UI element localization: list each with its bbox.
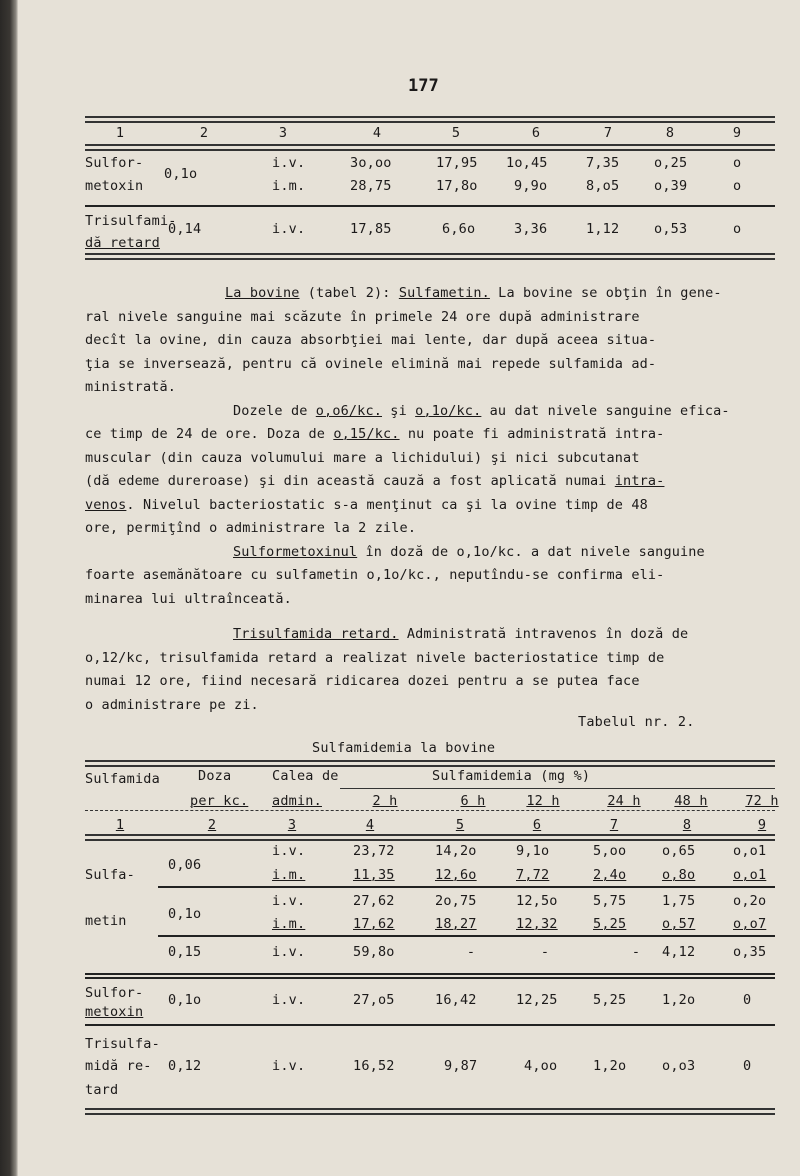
value-cell: 5,25	[593, 916, 627, 932]
table-title: Sulfamidemia la bovine	[312, 740, 496, 756]
value-cell: o,39	[654, 178, 688, 194]
value-cell: 1,2o	[662, 992, 696, 1008]
value-cell: 4,oo	[524, 1058, 558, 1074]
value-cell: o,25	[654, 155, 688, 171]
value-cell: 1,75	[662, 893, 696, 909]
text: au dat nivele sanguine efica-	[481, 402, 730, 419]
text: Dozele de	[233, 402, 316, 419]
dose: 0,14	[168, 221, 202, 237]
value-cell: 7,35	[586, 155, 620, 171]
text: muscular (din cauza volumului mare a lichidului) şi nici subcutanat	[85, 449, 640, 466]
text: numai 12 ore, fiind necesară ridicarea dozei pentru a se putea face	[85, 673, 640, 689]
paragraph-sulformetoxin	[85, 541, 775, 612]
drug-name: Trisulfami-	[85, 213, 177, 229]
value-cell: -	[631, 944, 641, 960]
drug-name: dă retard	[85, 235, 160, 251]
header-sulfamida: Sulfamida	[85, 771, 160, 787]
route: i.v.	[272, 843, 306, 859]
text: ral nivele sanguine mai scăzute în primele 24 ore după administrare	[85, 308, 640, 325]
value-cell: o,65	[662, 843, 696, 859]
table1-row-rule	[85, 205, 775, 207]
value-cell: o	[733, 178, 742, 194]
header-calea: admin.	[272, 793, 322, 809]
drug-heading: Sulfametin.	[398, 285, 490, 301]
paragraph-trisulfamida	[85, 623, 775, 717]
value-cell: 3,36	[514, 221, 548, 237]
value-cell: -	[466, 944, 476, 960]
value-cell: 6,6o	[442, 221, 476, 237]
value-cell: 23,72	[353, 843, 395, 859]
route: i.v.	[272, 221, 306, 237]
table1-header-rule	[85, 144, 775, 151]
drug-name: Sulfor-	[85, 985, 144, 1001]
value-cell: o,o1	[733, 843, 767, 859]
value-cell: o,o1	[733, 867, 767, 883]
drug-name: midă re-	[85, 1058, 152, 1074]
value-cell: -	[540, 944, 550, 960]
route: i.v.	[272, 992, 306, 1008]
route: i.v.	[272, 944, 306, 960]
value-cell: 12,6o	[435, 867, 477, 883]
dose: 0,1o	[168, 992, 202, 1008]
row-rule	[158, 886, 775, 888]
value-cell: 0	[743, 992, 752, 1008]
value-cell: 27,62	[353, 893, 395, 909]
header-calea: Calea de	[272, 768, 339, 784]
table2-colnum: 9	[757, 817, 767, 833]
value-cell: 8,o5	[586, 178, 620, 194]
body-text	[85, 282, 775, 717]
table1-colnum: 8	[665, 125, 675, 141]
text: ţia se inversează, pentru că ovinele elimină mai repede sulfamida ad-	[85, 355, 657, 372]
value-cell: 3o,oo	[350, 155, 392, 171]
value-cell: 5,oo	[593, 843, 627, 859]
header-dash-rule	[85, 810, 775, 811]
value-cell: o,2o	[733, 893, 767, 909]
section-heading: La bovine	[225, 285, 300, 301]
value-cell: 14,2o	[435, 843, 477, 859]
book-binding-edge	[0, 0, 18, 1176]
text: în doză de o,1o/kc. a dat nivele sanguine	[357, 543, 705, 560]
text: decît la ovine, din cauza absorbţiei mai lente, dar după aceea situa-	[85, 332, 657, 348]
value-cell: 17,62	[353, 916, 395, 932]
dose-ref: o,1o/kc.	[415, 402, 482, 419]
value-cell: 9,9o	[514, 178, 548, 194]
table1-colnum: 3	[278, 125, 288, 141]
value-cell: o,57	[662, 916, 696, 932]
value-cell: o	[733, 221, 742, 237]
table2-colnum: 1	[115, 817, 125, 833]
value-cell: 12,25	[516, 992, 558, 1008]
value-cell: 18,27	[435, 916, 477, 932]
text: ministrată.	[85, 379, 177, 395]
text: şi	[382, 402, 416, 419]
dose: 0,12	[168, 1058, 202, 1074]
table1-colnum: 6	[531, 125, 541, 141]
drug-name: metin	[85, 913, 127, 929]
value-cell: o,o7	[733, 916, 767, 932]
value-cell: 9,1o	[516, 843, 550, 859]
table2-top-rule	[85, 760, 775, 767]
value-cell: 1,2o	[593, 1058, 627, 1074]
header-subrule	[340, 788, 775, 789]
value-cell: 11,35	[353, 867, 395, 883]
row-rule	[85, 977, 775, 979]
table2-colnum: 2	[207, 817, 217, 833]
table2-colnum: 8	[682, 817, 692, 833]
header-time: 6 h	[460, 793, 486, 809]
value-cell: 17,8o	[436, 178, 478, 194]
value-cell: 28,75	[350, 178, 392, 194]
header-time: 72 h	[745, 793, 779, 809]
page-number: 177	[408, 76, 439, 96]
text: minarea lui ultraînceată.	[85, 590, 292, 607]
text: intra-	[614, 473, 665, 489]
header-time: 24 h	[607, 793, 641, 809]
text: nu poate fi administrată intra-	[399, 426, 665, 442]
drug-name: Trisulfa-	[85, 1036, 160, 1052]
text: ce timp de 24 de ore. Doza de	[85, 426, 334, 442]
text: o,12/kc, trisulfamida retard a realizat nivele bacteriostatice timp de	[85, 649, 665, 666]
drug-name: Sulfa-	[85, 867, 135, 883]
value-cell: 4,12	[662, 944, 696, 960]
value-cell: 1o,45	[506, 155, 548, 171]
row-rule	[158, 935, 775, 937]
value-cell: 59,8o	[353, 944, 395, 960]
drug-name: metoxin	[85, 1004, 144, 1020]
row-rule	[85, 973, 775, 975]
header-doza: per kc.	[190, 793, 249, 809]
value-cell: 9,87	[444, 1058, 478, 1074]
text: . Nivelul bacteriostatic s-a menţinut ca şi la ovine timp de 48	[126, 496, 648, 513]
table2-colnum: 5	[455, 817, 465, 833]
table1-top-rule	[85, 116, 775, 123]
dose: 0,1o	[164, 166, 198, 182]
value-cell: o,35	[733, 944, 767, 960]
value-cell: 1,12	[586, 221, 620, 237]
drug-heading: Sulformetoxinul	[233, 543, 358, 560]
value-cell: 0	[743, 1058, 752, 1074]
text: foarte asemănătoare cu sulfametin o,1o/kc., neputîndu-se confirma eli-	[85, 567, 665, 583]
table2-header-rule	[85, 834, 775, 841]
text: (tabel 2):	[299, 285, 399, 301]
route: i.v.	[272, 893, 306, 909]
value-cell: 5,75	[593, 893, 627, 909]
value-cell: 12,5o	[516, 893, 558, 909]
value-cell: 12,32	[516, 916, 558, 932]
value-cell: 5,25	[593, 992, 627, 1008]
text: (dă edeme dureroase) şi din această cauză a fost aplicată numai	[85, 473, 615, 489]
table2-bottom-rule	[85, 1108, 775, 1115]
drug-heading: Trisulfamida retard.	[233, 626, 399, 642]
header-time: 2 h	[372, 793, 398, 809]
route: i.v.	[272, 155, 306, 171]
header-doza: Doza	[198, 768, 232, 784]
value-cell: 17,85	[350, 221, 392, 237]
route: i.m.	[272, 916, 306, 932]
table2-colnum: 4	[365, 817, 375, 833]
route: i.m.	[272, 178, 306, 194]
table-caption: Tabelul nr. 2.	[578, 714, 695, 730]
value-cell: 7,72	[516, 867, 550, 883]
text: La bovine se obţin în gene-	[489, 285, 722, 301]
row-rule	[85, 1024, 775, 1026]
table1-colnum: 5	[451, 125, 461, 141]
text: o administrare pe zi.	[85, 696, 259, 713]
text: venos	[85, 496, 127, 513]
value-cell: o,o3	[662, 1058, 696, 1074]
header-sulfamidemia: Sulfamidemia (mg %)	[432, 768, 591, 784]
header-time: 48 h	[674, 793, 708, 809]
dose: 0,06	[168, 857, 202, 873]
value-cell: 27,o5	[353, 992, 395, 1008]
route: i.m.	[272, 867, 306, 883]
value-cell: 16,42	[435, 992, 477, 1008]
table1-colnum: 1	[115, 125, 125, 141]
table2-colnum: 3	[287, 817, 297, 833]
value-cell: 2o,75	[435, 893, 477, 909]
table1-colnum: 2	[199, 125, 209, 141]
document-page	[40, 0, 780, 1176]
paragraph-doses	[85, 400, 775, 541]
value-cell: o,8o	[662, 867, 696, 883]
table1-colnum: 7	[603, 125, 613, 141]
table1-colnum: 4	[372, 125, 382, 141]
drug-name: tard	[85, 1082, 119, 1098]
dose: 0,15	[168, 944, 202, 960]
table2-colnum: 6	[532, 817, 542, 833]
drug-name: Sulfor-	[85, 155, 144, 171]
value-cell: 17,95	[436, 155, 478, 171]
dose: 0,1o	[168, 906, 202, 922]
table1-colnum: 9	[732, 125, 742, 141]
value-cell: o	[733, 155, 742, 171]
value-cell: o,53	[654, 221, 688, 237]
route: i.v.	[272, 1058, 306, 1074]
table1-bottom-rule	[85, 253, 775, 260]
value-cell: 16,52	[353, 1058, 395, 1074]
text: ore, permiţînd o administrare la 2 zile.	[85, 520, 417, 536]
dose-ref: o,o6/kc.	[315, 402, 383, 419]
table2-colnum: 7	[609, 817, 619, 833]
dose-ref: o,15/kc.	[333, 426, 400, 442]
value-cell: 2,4o	[593, 867, 627, 883]
text: Administrată intravenos în doză de	[398, 626, 689, 642]
paragraph-bovine	[85, 282, 775, 400]
header-time: 12 h	[526, 793, 560, 809]
drug-name: metoxin	[85, 178, 144, 194]
